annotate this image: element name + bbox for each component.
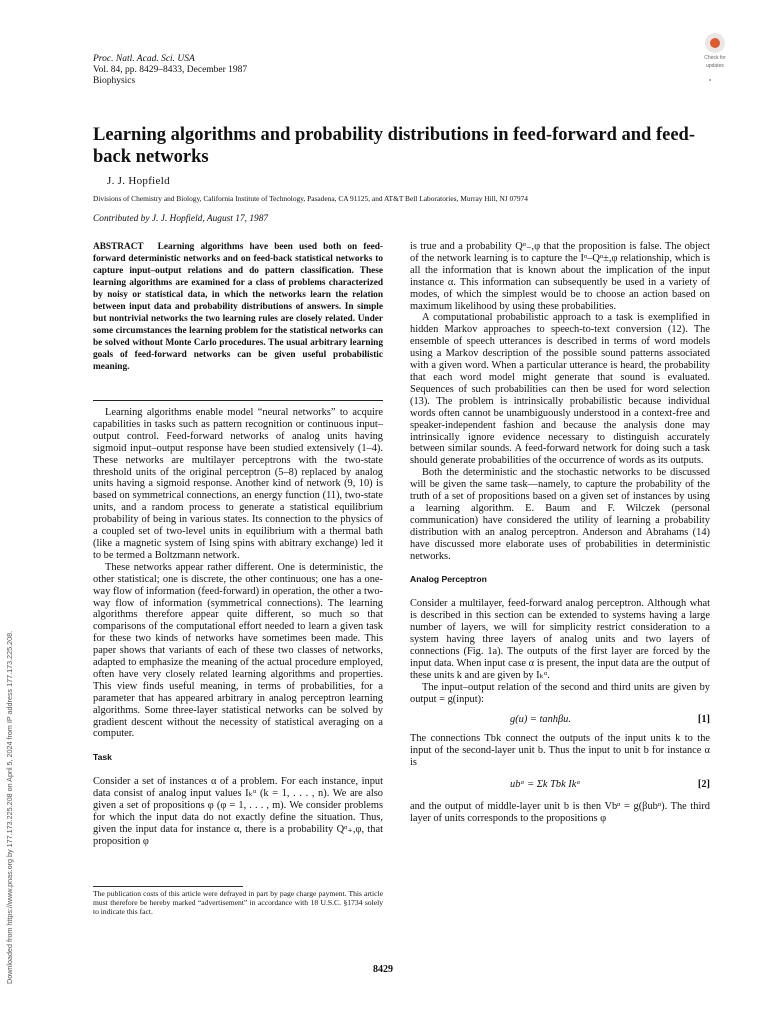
right-column xyxy=(410,241,710,825)
abstract xyxy=(93,241,383,373)
paragraph: The input–output relation of the second and third units are given by output = g(input): xyxy=(410,681,710,705)
journal-name: Proc. Natl. Acad. Sci. USA xyxy=(93,54,195,64)
paragraph: The connections Tbk connect the outputs of the input units k to the input of the second-layer unit b. Thus the input to unit b for instance α is xyxy=(410,733,710,769)
paragraph: Learning algorithms enable model “neural networks” to acquire capabilities in tasks such as pattern recognition or continuous input–output control. Feed-forward networks of analog units having sigmoid input–output response have been studied extensively (1–4). These networks are multilayer perceptrons with the two-state threshold units of the original perceptron (5–8) replaced by analog units having a sigmoid response. Another kind of network (9, 10) is based on symmetrical connections, an energy function (11), two-state units, and a random process to generate a statistical equilibrium probability of being in various states. Its connection to the physics of a coupled set of two-level units in equilibrium with a thermal bath (like a magnetic system of Ising spins with abitrary exchange) led it to be termed a Boltzmann network. xyxy=(93,407,383,561)
author: J. J. Hopfield xyxy=(107,175,170,187)
abstract-text: Learning algorithms have been used both on feed-forward deterministic networks and on feed-back statistical networks to capture input–output relations and do pattern classification. These learning algorithms are examined for a class of problems characterized by noisy or statistical data, in which the networks learn the relation between input data and probability distributions of answers. In simple but nontrivial networks the two learning rules are closely related. Under some circumstances the learning problem for the statistical networks can be solved without Monte Carlo procedures. The usual arbitrary learning goals of feed-forward networks can be given useful probabilistic meaning. xyxy=(93,242,383,372)
decorative-dot xyxy=(709,79,711,81)
journal-section: Biophysics xyxy=(93,76,136,86)
affiliation: Divisions of Chemistry and Biology, California Institute of Technology, Pasadena, CA 91125, and AT&T Bell Laboratories, Murray Hill, NJ 07974 xyxy=(93,194,528,203)
equation-2-number: [2] xyxy=(697,779,710,791)
paragraph: These networks appear rather different. One is deterministic, the other statistical; one is discrete, the other continuous; one has a one-way flow of information (feed-forward) in operation, the other a two-way flow of information (symmetrical connections). The learning algorithms therefore appear quite different, so much so that comparisons of the computational effort needed to learn a given task for these two kinds of networks have sometimes been made. This paper shows that variants of each of these two classes of networks, adapted to emphasize the meaning of the actual procedure employed, often have very closely related learning algorithms and properties. This view finds useful meaning, in terms of probabilities, for a parameter that has appeared arbitrary in analog perceptron learning algorithms. Some three-layer statistical networks can be solved by gradient descent without the necessity of statistical averaging on a computer. xyxy=(93,561,383,740)
badge-line-2: updates xyxy=(706,63,724,69)
download-sidebar: Downloaded from https://www.pnas.org by 177.173.225.208 on April 5, 2024 from IP address 177.173.225.208. xyxy=(5,630,14,984)
equation-2 xyxy=(410,779,710,791)
paragraph: Consider a set of instances α of a problem. For each instance, input data consist of analog input values Iₖᵅ (k = 1, . . . , n). We are also given a set of propositions φ (φ = 1, . . . , m). We consider problems for which the input data do not exactly define the situation. Thus, given the input data for instance α, there is a probability Qᵅ₊,φ, that proposition φ xyxy=(93,776,383,847)
equation-1-body: g(u) = tanhβu. xyxy=(510,713,571,725)
equation-1 xyxy=(410,714,710,726)
journal-header xyxy=(93,54,247,87)
check-updates-icon xyxy=(705,33,725,53)
equation-2-body: ubᵅ = Σk Tbk Ikᵅ xyxy=(510,779,581,791)
section-heading-task: Task xyxy=(93,752,112,763)
article-title: Learning algorithms and probability distributions in feed-forward and feed-back networks xyxy=(93,125,695,167)
journal-volume: Vol. 84, pp. 8429–8433, December 1987 xyxy=(93,65,248,75)
equation-1-number: [1] xyxy=(697,713,710,725)
footnote: The publication costs of this article were defrayed in part by page charge payment. This article must therefore be hereby marked “advertisement” in accordance with 18 U.S.C. §1734 solely to indicate this fact. xyxy=(93,889,383,917)
footnote-divider xyxy=(93,886,243,887)
left-column xyxy=(93,407,383,848)
abstract-divider xyxy=(93,400,383,401)
check-for-updates-badge[interactable] xyxy=(698,33,732,69)
badge-line-1: Check for xyxy=(704,55,726,61)
section-heading-analog-perceptron: Analog Perceptron xyxy=(410,574,487,585)
paragraph: Consider a multilayer, feed-forward analog perceptron. Although what is described in this section can be extended to systems having a large number of layers, we will for simplicity restrict consideration to a system having three layers of analog units and two layers of connections (Fig. 1a). The outputs of the first layer are forced by the input data. When input case α is present, the input data are the output of these units k and are given by Iₖᵅ. xyxy=(410,598,710,681)
page-number: 8429 xyxy=(373,964,393,975)
paragraph: Both the deterministic and the stochastic networks to be discussed will be given the same task—namely, to capture the probability of the truth of a set of propositions based on a given set of instances by using a learning algorithm. E. Baum and F. Wilczek (personal communication) have considered the utility of learning a probability distribution with an analog perceptron. Anderson and Abrahams (14) have discussed more elaborate uses of probabilities in deterministic networks. xyxy=(410,467,710,562)
abstract-label: ABSTRACT xyxy=(93,242,144,252)
paragraph: is true and a probability Qᵅ₋,φ that the proposition is false. The object of the network learning is to capture the Iᵅ–Qᵅ±,φ relationship, which is all the information that is known about the implication of the input instance α. This information can subsequently be used in a variety of modes, of which the simplest would be to choose an action based on maximum likelihood by using these probabilities. xyxy=(410,241,710,312)
paragraph: A computational probabilistic approach to a task is exemplified in hidden Markov approaches to speech-to-text conversion (12). The ensemble of speech utterances is described in terms of word models using a Markov description of the possible sound patterns associated with a given word. When a particular utterance is heard, the probability that each word model might generate that sound is evaluated. Sequences of such probabilities can then be used for word selection (13). The problem is intrinsically probabilistic because individual words often cannot be unambiguously understood in a context-free and speaker-independent fashion and because the analysis done may intrinsically ignore evidence necessary to distinguish accurately between similar sounds. A feed-forward network for doing such a task should generate probabilities of the occurrence of words as its outputs. xyxy=(410,312,710,467)
paragraph: and the output of middle-layer unit b is then Vbᵅ = g(βubᵅ). The third layer of units corresponds to the propositions φ xyxy=(410,801,710,824)
contributed-by: Contributed by J. J. Hopfield, August 17, 1987 xyxy=(93,214,269,224)
